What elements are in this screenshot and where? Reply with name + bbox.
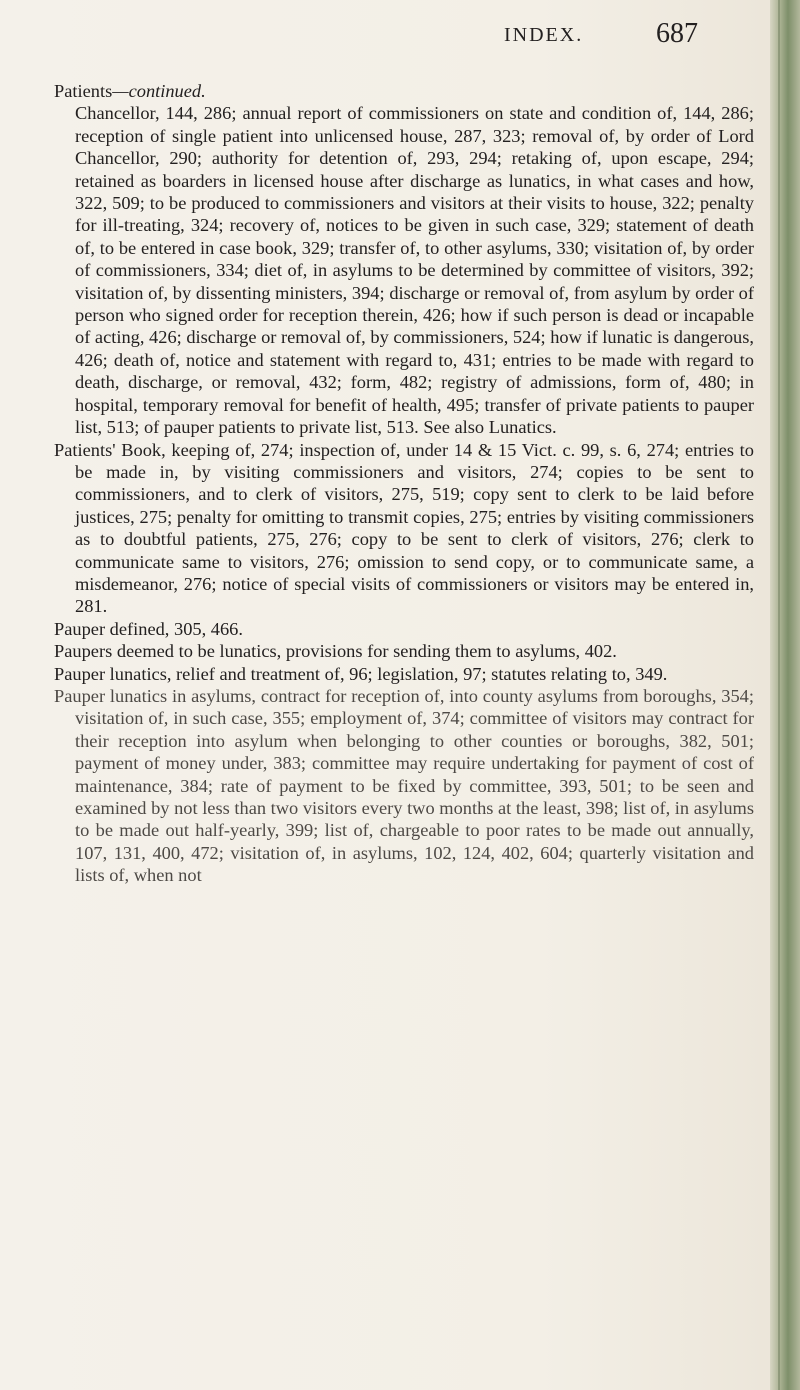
- book-spine-edge: [770, 0, 800, 1390]
- index-entry-paupers-deemed-lunatics: Paupers deemed to be lunatics, provisions for sending them to asylums, 402.: [54, 641, 617, 662]
- index-entry-patients-body: Chancellor, 144, 286; annual report of commissioners on state and condition of, 144, 286; reception of single patient into unlicensed house, 287, 323; removal of, by order of Lord Chancellor, 290; authority for detention of, 293, 294; retaking of, upon escape, 294; retained as boarders in licensed house after discharge as lunatics, in what cases and how, 322, 509; to be produced to commissioners and visitors at their visits to house, 322; penalty for ill-treating, 324; recovery of, notices to be given in such case, 329; statement of death of, to be entered in case book, 329; transfer of, to other asylums, 330; visitation of, by order of commissioners, 334; diet of, in asylums to be determined by committee of visitors, 392; visitation of, by dissenting ministers, 394; discharge or removal of, from asylum by order of person who signed order for reception therein, 426; how if such person is dead or incapable of acting, 426; discharge or removal of, by commissioners, 524; how if lunatic is dangerous, 426; death of, notice and statement with regard to, 431; entries to be made with regard to death, discharge, or removal, 432; form, 482; registry of admissions, form of, 480; in hospital, temporary removal for benefit of health, 495; transfer of private patients to pauper list, 513; of pauper patients to private list, 513. See also Lunatics.: [75, 103, 754, 438]
- index-entry-patients-book: Patients' Book, keeping of, 274; inspection of, under 14 & 15 Vict. c. 99, s. 6, 274; entries to be made in, by visiting commissioners and visitors, 274; copies to be sent to commissioners, and to clerk of visitors, 275, 519; copy sent to clerk to be laid before justices, 275; penalty for omitting to transmit copies, 275; entries by visiting commissioners as to doubtful patients, 275, 276; copy to be sent to clerk of visitors, 276; clerk to communicate same to visitors, 276; omission to send copy, or to communicate same, a misdemeanor, 276; notice of special visits of commissioners or visitors may be entered in, 281.: [54, 439, 754, 617]
- index-entry-pauper-defined: Pauper defined, 305, 466.: [54, 618, 243, 639]
- page-header: [0, 14, 770, 54]
- page-number: 687: [656, 18, 698, 49]
- index-entry-pauper-lunatics-in-asylums: Pauper lunatics in asylums, contract for reception of, into county asylums from boroughs, 354; visitation of, in such case, 355; employment of, 374; committee of visitors may contract for their reception into asylum when belonging to other counties or boroughs, 382, 501; payment of money under, 383; committee may require undertaking for payment of cost of maintenance, 384; rate of payment to be fixed by committee, 393, 501; to be seen and examined by not less than two visitors every two months at the least, 398; list of, in asylums to be made out half-yearly, 399; list of, chargeable to poor rates to be made out annually, 107, 131, 400, 472; visitation of, in asylums, 102, 124, 402, 604; quarterly visitation and lists of, when not: [54, 685, 754, 886]
- index-entry-pauper-lunatics: Pauper lunatics, relief and treatment of, 96; legislation, 97; statutes relating to, 349.: [54, 663, 668, 684]
- continuation-heading: [54, 80, 754, 102]
- index-text: [54, 80, 754, 887]
- running-head: INDEX.: [504, 24, 584, 46]
- continuation-suffix: —continued.: [112, 81, 206, 101]
- continuation-label: Patients: [54, 81, 113, 101]
